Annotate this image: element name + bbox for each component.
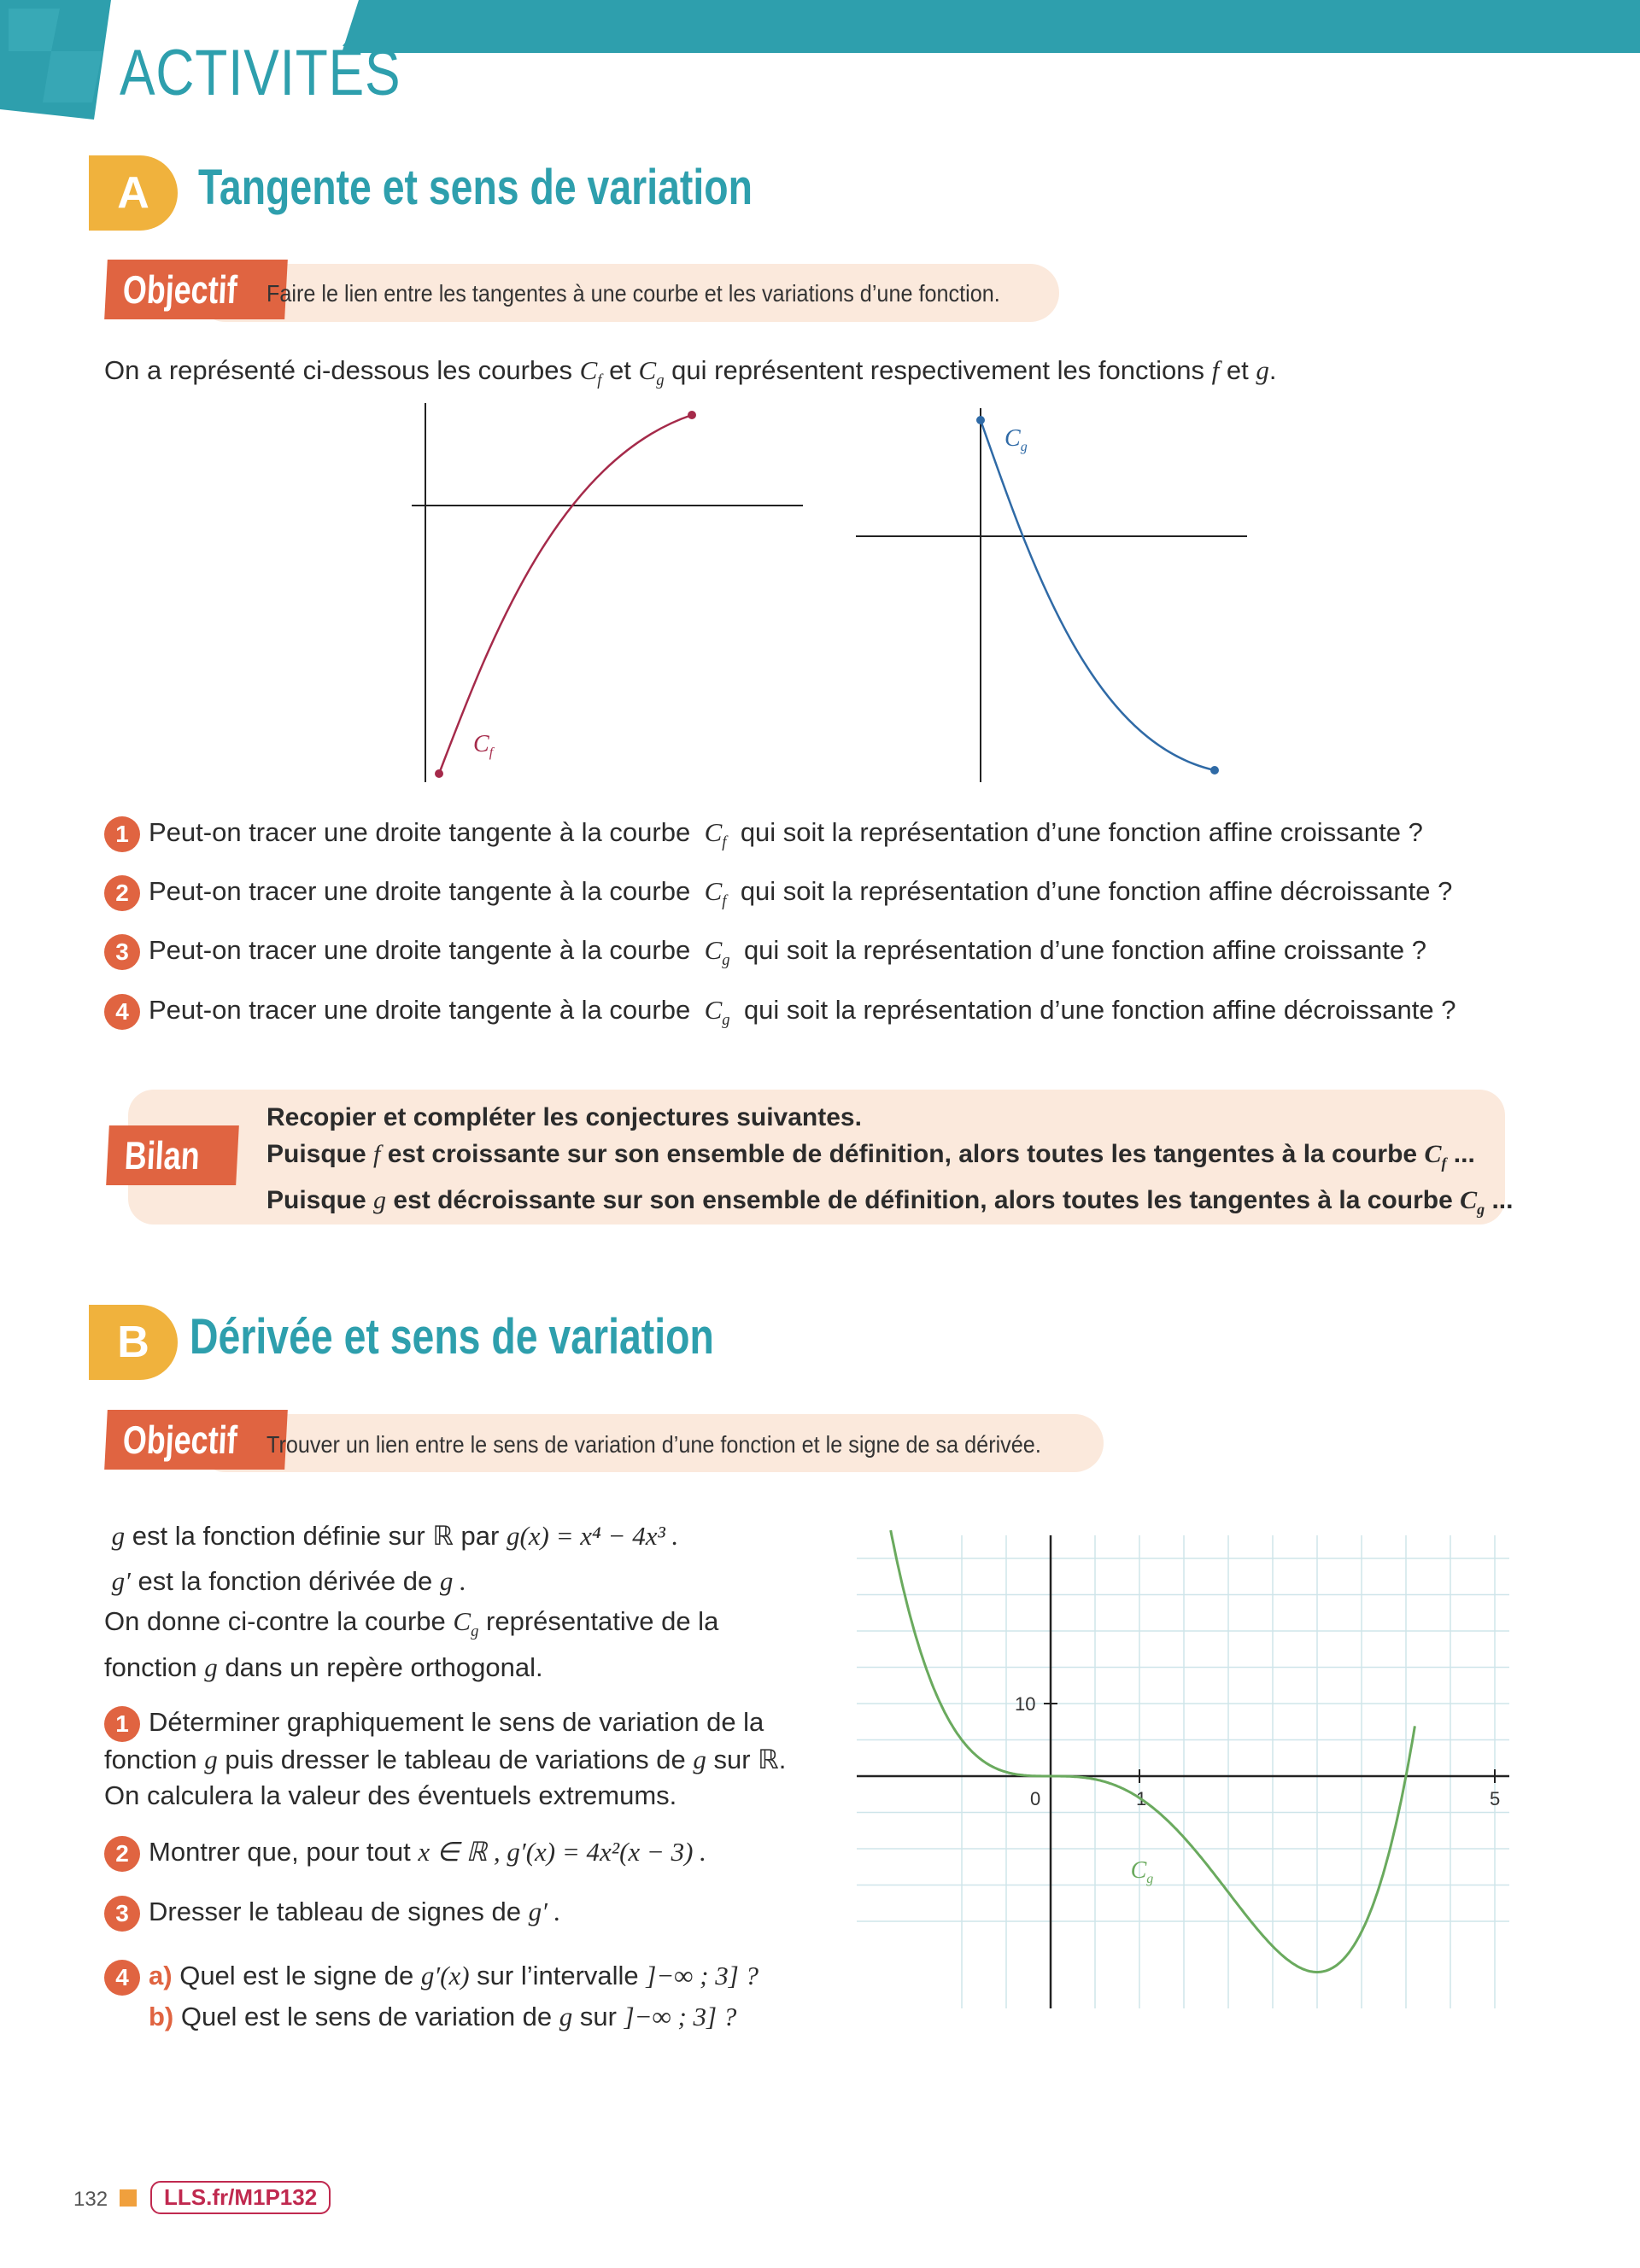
intro-a: On a représenté ci-dessous les courbes $C_f$ et $C_g$ qui représentent respectivement les fonctions f et g. bbox=[104, 355, 1277, 390]
x-tick-label-0: 0 bbox=[1030, 1788, 1041, 1809]
objectif-b-text: Trouver un lien entre le sens de variation d’une fonction et le signe de sa dérivée. bbox=[266, 1431, 1041, 1458]
question-b-1: 1 Déterminer graphiquement le sens de variation de la fonction g puis dresser le tableau de variations de g sur ℝ. On calculera la valeur des éventuels extremums. bbox=[104, 1707, 787, 1810]
page-number: 132 bbox=[73, 2188, 108, 2211]
cg-endpoint-end bbox=[1210, 766, 1219, 775]
question-b-2: 2 Montrer que, pour tout x ∈ ℝ , g′(x) = 4x²(x − 3) . bbox=[104, 1836, 706, 1872]
chart-g-graph bbox=[850, 1529, 1516, 2015]
objectif-a-text: Faire le lien entre les tangentes à une courbe et les variations d’une fonction. bbox=[266, 280, 1000, 307]
footer-link[interactable]: LLS.fr/M1P132 bbox=[150, 2181, 331, 2214]
cf-label: $C_f$ bbox=[473, 731, 494, 760]
footer-square bbox=[120, 2189, 137, 2207]
cg-label: $C_g$ bbox=[1004, 425, 1028, 454]
question-a-2: 2 Peut-on tracer une droite tangente à la courbe $C_f$ qui soit la représentation d’une fonction affine décroissante ? bbox=[104, 875, 1452, 911]
objectif-a-label: Objectif bbox=[104, 260, 288, 319]
section-b-title: Dérivée et sens de variation bbox=[190, 1309, 714, 1365]
cf-curve bbox=[439, 415, 692, 774]
question-a-1: 1 Peut-on tracer une droite tangente à la courbe $C_f$ qui soit la représentation d’une fonction affine croissante ? bbox=[104, 816, 1423, 852]
g-curve-label: $C_g$ bbox=[1130, 1857, 1154, 1886]
g-curve bbox=[891, 1530, 1415, 1972]
bilan-label: Bilan bbox=[106, 1125, 239, 1185]
intro-b: g est la fonction définie sur ℝ par g(x) = x⁴ − 4x³ . g′ est la fonction dérivée de g . On donne ci-contre la courbe $C_g$ représentative de la fonction g dans un repère orthogonal. bbox=[104, 1521, 719, 1683]
section-a-badge: A bbox=[89, 155, 178, 231]
question-a-3: 3 Peut-on tracer une droite tangente à la courbe $C_g$ qui soit la représentation d’une fonction affine croissante ? bbox=[104, 934, 1426, 970]
chart-cf bbox=[401, 393, 811, 786]
cf-endpoint-start bbox=[435, 769, 443, 778]
x-tick-label-5: 5 bbox=[1490, 1788, 1501, 1809]
x-tick-label-1: 1 bbox=[1136, 1788, 1147, 1809]
cg-curve bbox=[981, 420, 1215, 770]
section-a-title: Tangente et sens de variation bbox=[198, 160, 753, 215]
page-title: ACTIVITÉS bbox=[120, 37, 401, 109]
question-b-4: 4 a) Quel est le signe de g′(x) sur l’intervalle ]−∞ ; 3] ? b) Quel est le sens de variation de g sur ]−∞ ; 3] ? bbox=[104, 1955, 758, 2037]
cf-endpoint-end bbox=[688, 411, 696, 419]
question-b-3: 3 Dresser le tableau de signes de g′ . bbox=[104, 1896, 560, 1932]
bilan-text: Recopier et compléter les conjectures suivantes. Puisque f est croissante sur son ensemble de définition, alors toutes les tangentes à la courbe $C_f$ ... Puisque g est décroissante sur son ensemble de définition, alors toutes les tangentes à la courbe $C_g$ ... bbox=[266, 1103, 1514, 1218]
chart-cg bbox=[846, 401, 1256, 786]
question-a-4: 4 Peut-on tracer une droite tangente à la courbe $C_g$ qui soit la représentation d’une fonction affine décroissante ? bbox=[104, 994, 1456, 1030]
y-tick-label-10: 10 bbox=[1015, 1693, 1036, 1715]
section-b-badge: B bbox=[89, 1305, 178, 1380]
objectif-b-label: Objectif bbox=[104, 1410, 288, 1470]
cg-endpoint-start bbox=[976, 416, 985, 424]
